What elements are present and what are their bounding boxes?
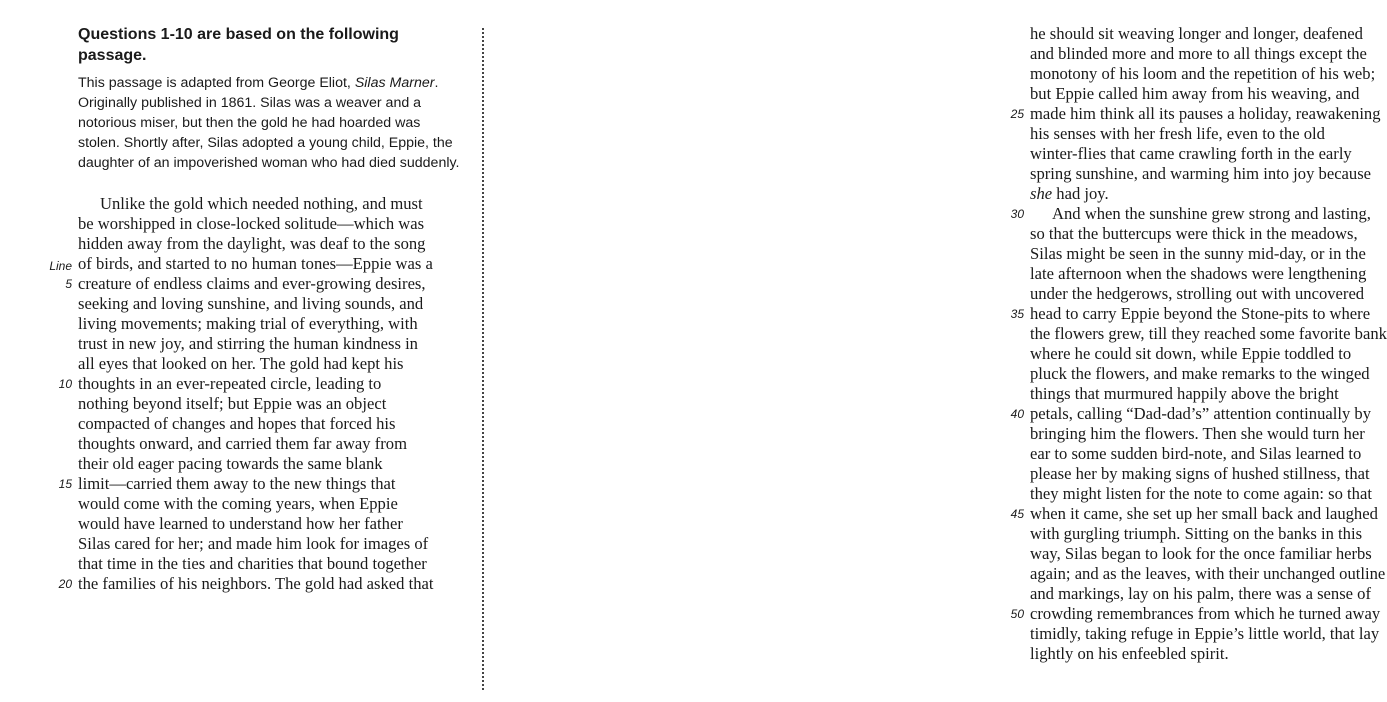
line-number: 20 [58, 577, 72, 591]
passage-line: timidly, taking refuge in Eppie’s little world, that lay [1030, 624, 1380, 643]
line-number: 5 [65, 277, 72, 291]
passage-line: way, Silas began to look for the once familiar herbs [1030, 544, 1372, 563]
passage-line: ear to some sudden bird-note, and Silas learned to [1030, 444, 1362, 463]
passage-line: limit—carried them away to the new things that [78, 474, 396, 493]
passage-line: Silas cared for her; and made him look for images of [78, 534, 429, 553]
passage-line: he should sit weaving longer and longer, deafened [1030, 24, 1363, 43]
passage-line: when it came, she set up her small back and laughed [1030, 504, 1378, 523]
passage-line: living movements; making trial of everything, with [78, 314, 418, 333]
passage-line: with gurgling triumph. Sitting on the banks in this [1030, 524, 1363, 543]
intro-title: Silas Marner [354, 75, 435, 91]
passage-line: so that the buttercups were thick in the meadows, [1030, 224, 1358, 243]
passage-line: head to carry Eppie beyond the Stone-pits to where [1030, 304, 1371, 323]
passage-line: trust in new joy, and stirring the human kindness in [78, 334, 418, 353]
passage-line: things that murmured happily above the bright [1030, 384, 1339, 403]
line-rest: had joy. [1056, 184, 1109, 203]
passage-line: the flowers grew, till they reached some favorite bank [1030, 324, 1387, 343]
intro-after: . Originally published in 1861. Silas was a weaver and a notorious miser, but then the gold he had hoarded was stolen. Shortly after, Silas adopted a young child, Eppie, the daughter of an impoverished woman who had died suddenly. [78, 75, 460, 171]
passage-line [1030, 184, 1109, 204]
passage-line: nothing beyond itself; but Eppie was an object [78, 394, 387, 413]
line-number: 35 [1010, 307, 1024, 321]
passage-line: they might listen for the note to come again: so that [1030, 484, 1372, 503]
passage-line: and markings, lay on his palm, there was a sense of [1030, 584, 1372, 603]
column-divider [482, 28, 484, 690]
intro-before: This passage is adapted from George Eliot, [78, 75, 355, 91]
line-number: 10 [58, 377, 72, 391]
line-number: 25 [1010, 107, 1024, 121]
passage-line: bringing him the flowers. Then she would turn her [1030, 424, 1365, 443]
passage-line: winter-flies that came crawling forth in the early [1030, 144, 1352, 163]
passage-line: where he could sit down, while Eppie toddled to [1030, 344, 1352, 363]
line-number: 50 [1010, 607, 1024, 621]
questions-heading: Questions 1-10 are based on the following passage. [78, 26, 399, 64]
passage-intro [78, 73, 463, 173]
passage-line: but Eppie called him away from his weaving, and [1030, 84, 1360, 103]
passage-line: spring sunshine, and warming him into joy because [1030, 164, 1372, 183]
passage-line: his senses with her fresh life, even to the old [1030, 124, 1325, 143]
line-number: 40 [1010, 407, 1024, 421]
passage-line: would have learned to understand how her father [78, 514, 403, 533]
passage-line: monotony of his loom and the repetition of his web; [1030, 64, 1376, 83]
passage-line: Silas might be seen in the sunny mid-day, or in the [1030, 244, 1366, 263]
passage-line: late afternoon when the shadows were lengthening [1030, 264, 1367, 283]
passage-line: all eyes that looked on her. The gold had kept his [78, 354, 404, 373]
passage-line: and blinded more and more to all things except the [1030, 44, 1367, 63]
passage-line: again; and as the leaves, with their unchanged outline [1030, 564, 1386, 583]
passage-line: of birds, and started to no human tones—Eppie was a [78, 254, 433, 273]
line-number: 30 [1010, 207, 1024, 221]
passage-line: crowding remembrances from which he turned away [1030, 604, 1381, 623]
passage-line: the families of his neighbors. The gold had asked that [78, 574, 434, 593]
passage-line: that time in the ties and charities that bound together [78, 554, 427, 573]
passage-line: seeking and loving sunshine, and living sounds, and [78, 294, 424, 313]
passage-line: please her by making signs of hushed stillness, that [1030, 464, 1370, 483]
line-number: 45 [1010, 507, 1024, 521]
passage-line: lightly on his enfeebled spirit. [1030, 644, 1229, 663]
passage-line: pluck the flowers, and make remarks to the winged [1030, 364, 1370, 383]
passage-line: their old eager pacing towards the same blank [78, 454, 383, 473]
passage-line: hidden away from the daylight, was deaf to the song [78, 234, 426, 253]
passage-line: would come with the coming years, when Eppie [78, 494, 398, 513]
passage-line: compacted of changes and hopes that forced his [78, 414, 396, 433]
italic-word: she [1030, 184, 1053, 203]
line-label: Line [49, 259, 72, 273]
line-number: 15 [58, 477, 72, 491]
passage-line: And when the sunshine grew strong and lasting, [1052, 204, 1371, 223]
passage-line: made him think all its pauses a holiday, reawakening [1030, 104, 1381, 123]
passage-line: under the hedgerows, strolling out with uncovered [1030, 284, 1365, 303]
passage-line: be worshipped in close-locked solitude—which was [78, 214, 425, 233]
passage-line: creature of endless claims and ever-growing desires, [78, 274, 426, 293]
passage-line: Unlike the gold which needed nothing, and must [100, 194, 423, 213]
passage-line: thoughts in an ever-repeated circle, leading to [78, 374, 382, 393]
passage-line: petals, calling “Dad-dad’s” attention continually by [1030, 404, 1371, 423]
passage-line: thoughts onward, and carried them far away from [78, 434, 407, 453]
